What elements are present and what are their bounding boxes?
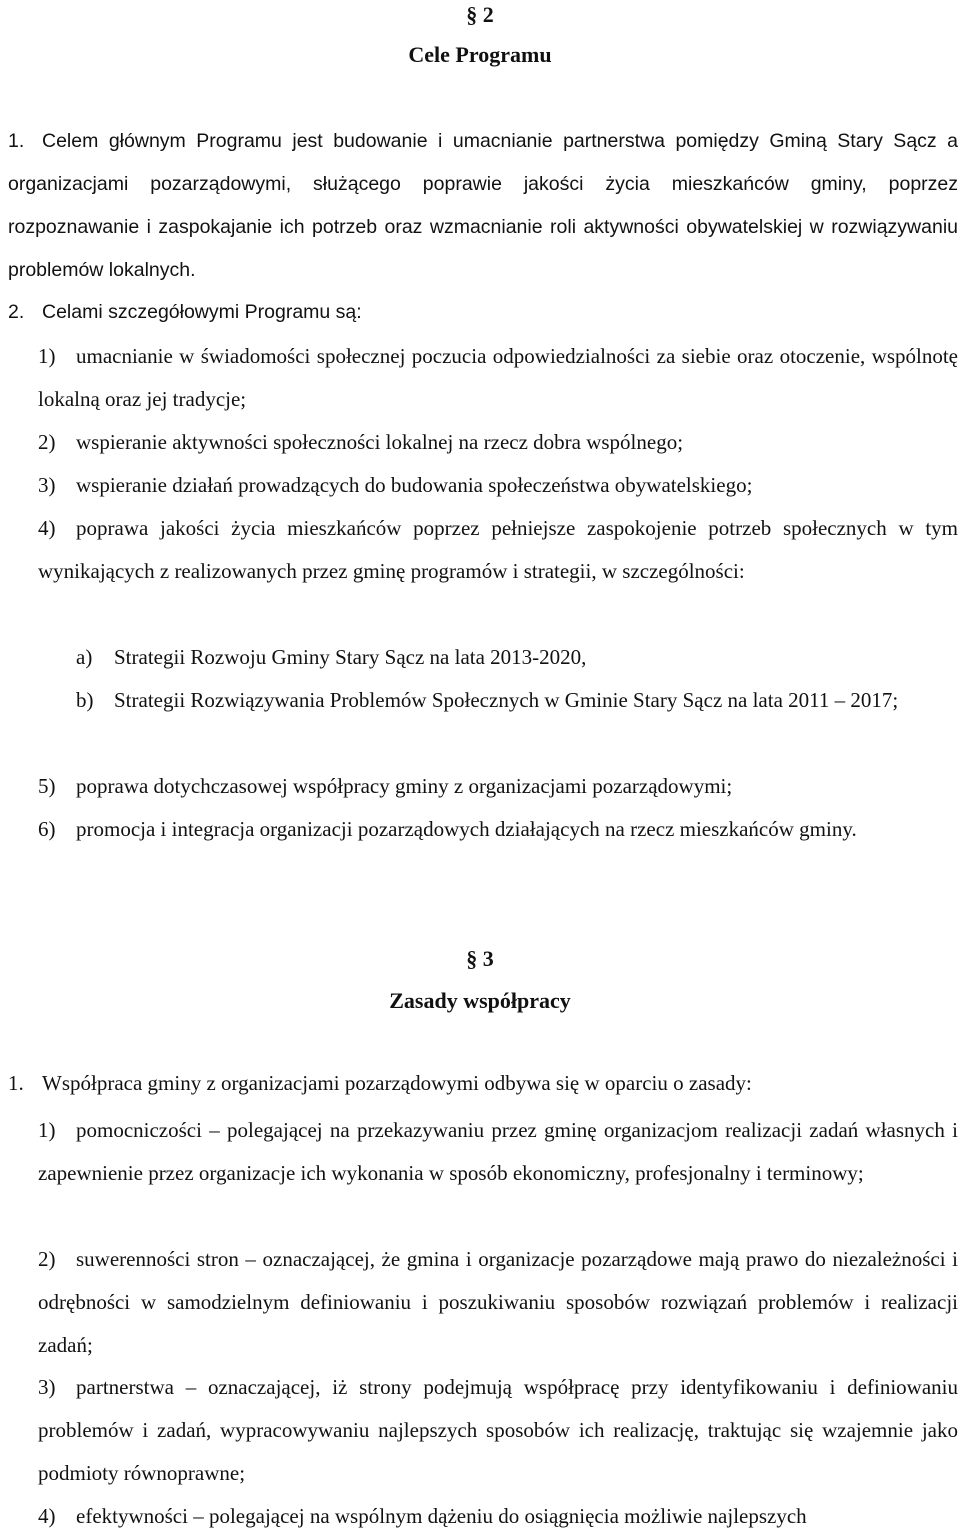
list-item-number: 1) [38, 1118, 56, 1142]
sub-list-item-letter: a) [76, 645, 93, 669]
list-item-number: 4) [38, 1504, 56, 1528]
list-item-text: umacnianie w świadomości społecznej poczucia odpowiedzialności za siebie oraz otoczenie, wspólnotę lokalną oraz jej tradycje; [38, 344, 958, 411]
list-item-number: 1) [38, 344, 56, 368]
list-item [38, 808, 958, 851]
list-item [38, 335, 958, 421]
sub-list-item-text: Strategii Rozwiązywania Problemów Społecznych w Gminie Stary Sącz na lata 2011 – 2017; [114, 688, 899, 712]
section-3-paragraph-1 [8, 1062, 958, 1105]
list-item [38, 507, 958, 593]
list-item-number: 6) [38, 817, 56, 841]
paragraph-text: Współpraca gminy z organizacjami pozarządowymi odbywa się w oparciu o zasady: [42, 1071, 752, 1095]
list-item [38, 464, 958, 507]
list-item [38, 421, 958, 464]
list-item [38, 1366, 958, 1495]
sub-list-item [76, 636, 958, 679]
section-3-symbol: § 3 [466, 946, 494, 971]
paragraph-text: Celami szczegółowymi Programu są: [42, 301, 362, 323]
paragraph-number: 2. [8, 301, 25, 323]
list-item-number: 2) [38, 1247, 56, 1271]
list-item-number: 4) [38, 516, 56, 540]
paragraph-number: 1. [8, 1071, 24, 1095]
list-item-text: partnerstwa – oznaczającej, iż strony podejmują współpracę przy identyfikowaniu i definiowaniu problemów i zadań, wypracowywaniu najlepszych sposobów ich realizację, traktując się wzajemnie jako podmioty równoprawne; [38, 1375, 958, 1485]
list-item-number: 2) [38, 430, 56, 454]
sub-list-item [76, 679, 958, 722]
list-item [38, 765, 958, 808]
paragraph-number: 1. [8, 130, 25, 152]
list-item [38, 1109, 958, 1195]
list-item-text: promocja i integracja organizacji pozarządowych działających na rzecz mieszkańców gminy. [76, 817, 857, 841]
section-2-title: Cele Programu [408, 42, 552, 67]
section-2-paragraph-1 [8, 120, 958, 292]
sub-list-item-text: Strategii Rozwoju Gminy Stary Sącz na lata 2013-2020, [114, 645, 587, 669]
list-item-number: 5) [38, 774, 56, 798]
sub-list-item-letter: b) [76, 688, 94, 712]
section-3-title: Zasady współpracy [389, 988, 571, 1013]
list-item-text: suwerenności stron – oznaczającej, że gmina i organizacje pozarządowe mają prawo do niezależności i odrębności w samodzielnym definiowaniu i poszukiwaniu sposobów rozwiązań problemów i realizacji zadań; [38, 1247, 958, 1357]
section-2-symbol: § 2 [466, 2, 494, 27]
list-item-text: wspieranie aktywności społeczności lokalnej na rzecz dobra wspólnego; [76, 430, 684, 454]
list-item-number: 3) [38, 1375, 56, 1399]
list-item [38, 1495, 958, 1538]
list-item [38, 1238, 958, 1367]
list-item-text: poprawa jakości życia mieszkańców poprzez pełniejsze zaspokojenie potrzeb społecznych w tym wynikających z realizowanych przez gminę programów i strategii, w szczególności: [38, 516, 958, 583]
list-item-text: efektywności – polegającej na wspólnym dążeniu do osiągnięcia możliwie najlepszych [76, 1504, 807, 1528]
list-item-text: wspieranie działań prowadzących do budowania społeczeństwa obywatelskiego; [76, 473, 753, 497]
list-item-number: 3) [38, 473, 56, 497]
section-2-paragraph-2 [8, 291, 958, 334]
paragraph-text: Celem głównym Programu jest budowanie i umacnianie partnerstwa pomiędzy Gminą Stary Sącz a organizacjami pozarządowymi, służącego poprawie jakości życia mieszkańców gminy, poprzez rozpoznawanie i zaspokajanie ich potrzeb oraz wzmacnianie roli aktywności obywatelskiej w rozwiązywaniu problemów lokalnych. [8, 130, 958, 281]
list-item-text: pomocniczości – polegającej na przekazywaniu przez gminę organizacjom realizacji zadań własnych i zapewnienie przez organizacje ich wykonania w sposób ekonomiczny, profesjonalny i terminowy; [38, 1118, 958, 1185]
list-item-text: poprawa dotychczasowej współpracy gminy z organizacjami pozarządowymi; [76, 774, 733, 798]
